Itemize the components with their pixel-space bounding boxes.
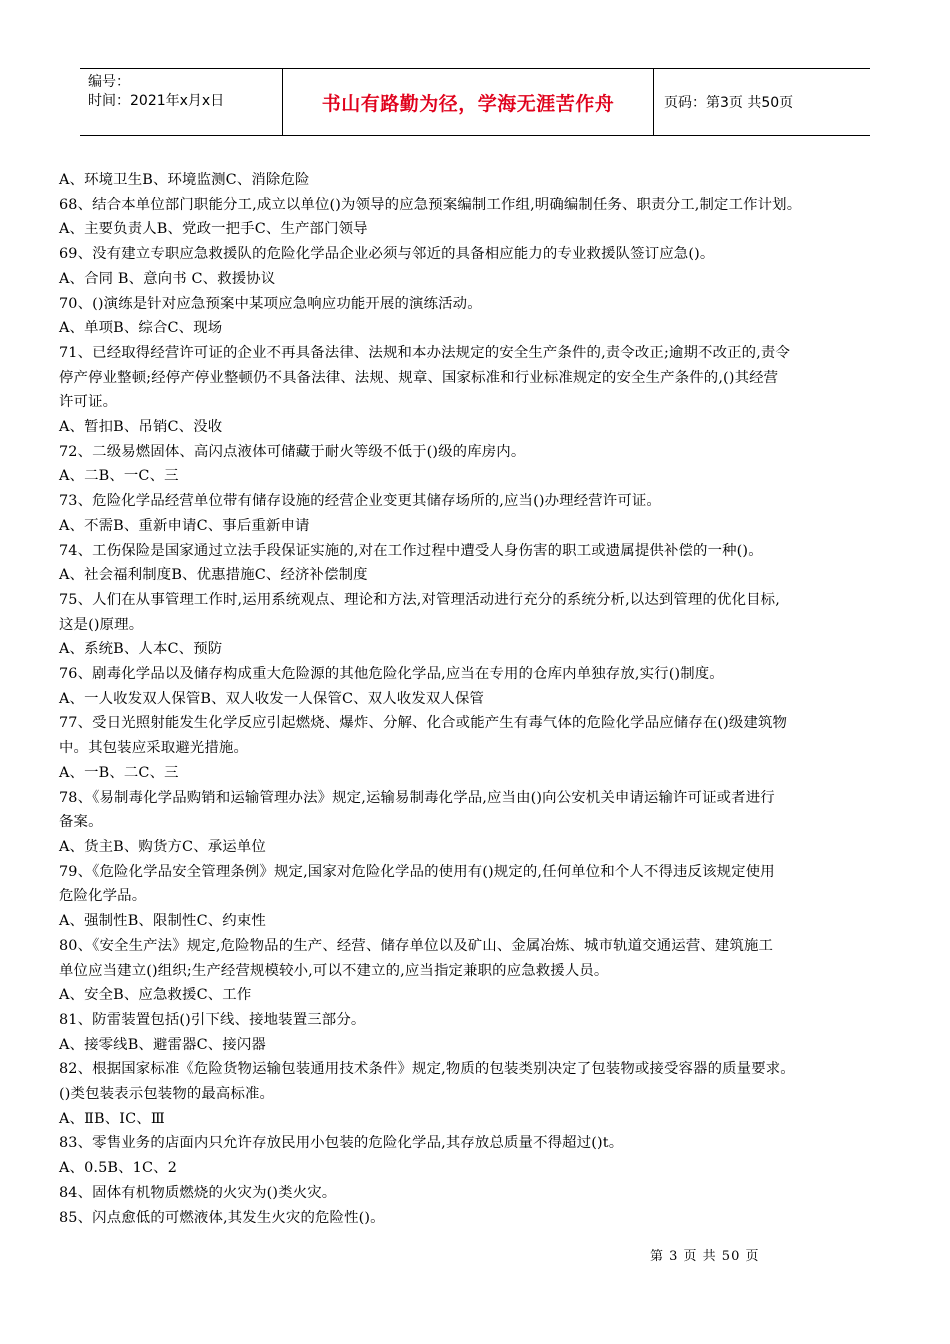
header-motto: 书山有路勤为径，学海无涯苦作舟 <box>283 69 654 135</box>
text-line: 80、《安全生产法》规定,危险物品的生产、经营、储存单位以及矿山、金属冶炼、城市轨道交通运营、建筑施工 <box>59 937 774 954</box>
text-line: 停产停业整顿;经停产停业整顿仍不具备法律、法规、规章、国家标准和行业标准规定的安全生产条件的,()其经营 <box>59 369 779 386</box>
text-line: 中。其包装应采取避光措施。 <box>59 740 249 757</box>
document-header <box>80 68 870 136</box>
text-line: A、合同 B、意向书 C、救援协议 <box>59 270 276 287</box>
text-line: A、系统B、人本C、预防 <box>59 641 223 658</box>
text-line: 76、剧毒化学品以及储存构成重大危险源的其他危险化学品,应当在专用的仓库内单独存放,实行()制度。 <box>59 666 724 683</box>
header-page-number: 页码：第3页 共50页 <box>664 95 794 111</box>
text-line: 73、危险化学品经营单位带有储存设施的经营企业变更其储存场所的,应当()办理经营许可证。 <box>59 493 661 510</box>
document-date-label: 时间：2021年x月x日 <box>88 93 225 109</box>
text-line: A、二B、一C、三 <box>59 468 179 485</box>
text-line: 71、已经取得经营许可证的企业不再具备法律、法规和本办法规定的安全生产条件的,责令改正;逾期不改正的,责令 <box>59 344 791 361</box>
text-line: 78、《易制毒化学品购销和运输管理办法》规定,运输易制毒化学品,应当由()向公安机关申请运输许可证或者进行 <box>59 789 775 806</box>
text-line: 83、零售业务的店面内只允许存放民用小包装的危险化学品,其存放总质量不得超过()t。 <box>59 1135 624 1152</box>
text-line: A、暂扣B、吊销C、没收 <box>59 419 223 436</box>
text-line: A、0.5B、1C、2 <box>59 1160 177 1177</box>
text-line: 单位应当建立()组织;生产经营规模较小,可以不建立的,应当指定兼职的应急救援人员。 <box>59 962 609 979</box>
text-line: A、社会福利制度B、优惠措施C、经济补偿制度 <box>59 567 368 584</box>
text-line: 70、()演练是针对应急预案中某项应急响应功能开展的演练活动。 <box>59 295 482 312</box>
text-line: 81、防雷装置包括()引下线、接地装置三部分。 <box>59 1011 366 1028</box>
text-line: A、不需B、重新申请C、事后重新申请 <box>59 517 310 534</box>
document-number-label: 编号： <box>88 74 130 90</box>
text-line: 72、二级易燃固体、高闪点液体可储藏于耐火等级不低于()级的库房内。 <box>59 443 526 460</box>
text-line: ()类包装表示包装物的最高标准。 <box>59 1086 275 1103</box>
text-line: A、一B、二C、三 <box>59 764 179 781</box>
text-line: 69、没有建立专职应急救援队的危险化学品企业必须与邻近的具备相应能力的专业救援队签订应急()。 <box>59 246 715 263</box>
text-line: 82、根据国家标准《危险货物运输包装通用技术条件》规定,物质的包装类别决定了包装物或接受容器的质量要求。 <box>59 1061 795 1078</box>
text-line: 备案。 <box>59 814 103 831</box>
text-line: A、环境卫生B、环境监测C、消除危险 <box>59 172 310 188</box>
text-line: 这是()原理。 <box>59 616 144 633</box>
text-line: A、单项B、综合C、现场 <box>59 320 223 337</box>
text-line: 84、固体有机物质燃烧的火灾为()类火灾。 <box>59 1184 337 1201</box>
text-line: A、接零线B、避雷器C、接闪器 <box>59 1036 266 1053</box>
text-line: 74、工伤保险是国家通过立法手段保证实施的,对在工作过程中遭受人身伤害的职工或遗属提供补偿的一种()。 <box>59 542 763 559</box>
page-footer: 第 3 页 共 50 页 <box>650 1249 760 1264</box>
question-list <box>59 168 901 1230</box>
text-line: 85、闪点愈低的可燃液体,其发生火灾的危险性()。 <box>59 1209 385 1226</box>
text-line: A、强制性B、限制性C、约束性 <box>59 913 266 930</box>
text-line: A、安全B、应急救援C、工作 <box>59 987 252 1004</box>
text-line: A、ⅡB、ⅠC、Ⅲ <box>59 1110 165 1127</box>
text-line: 68、结合本单位部门职能分工,成立以单位()为领导的应急预案编制工作组,明确编制任务、职责分工,制定工作计划。 <box>59 196 802 213</box>
text-line: A、货主B、购货方C、承运单位 <box>59 838 266 855</box>
text-line: A、一人收发双人保管B、双人收发一人保管C、双人收发双人保管 <box>59 690 485 707</box>
header-info-cell <box>80 69 283 135</box>
text-line: 79、《危险化学品安全管理条例》规定,国家对危险化学品的使用有()规定的,任何单位和个人不得违反该规定使用 <box>59 863 775 880</box>
text-line: 危险化学品。 <box>59 888 147 905</box>
text-line: A、主要负责人B、党政一把手C、生产部门领导 <box>59 221 368 238</box>
text-line: 75、人们在从事管理工作时,运用系统观点、理论和方法,对管理活动进行充分的系统分析,以达到管理的优化目标, <box>59 591 780 608</box>
text-line: 许可证。 <box>59 394 118 411</box>
text-line: 77、受日光照射能发生化学反应引起燃烧、爆炸、分解、化合或能产生有毒气体的危险化学品应储存在()级建筑物 <box>59 715 788 732</box>
